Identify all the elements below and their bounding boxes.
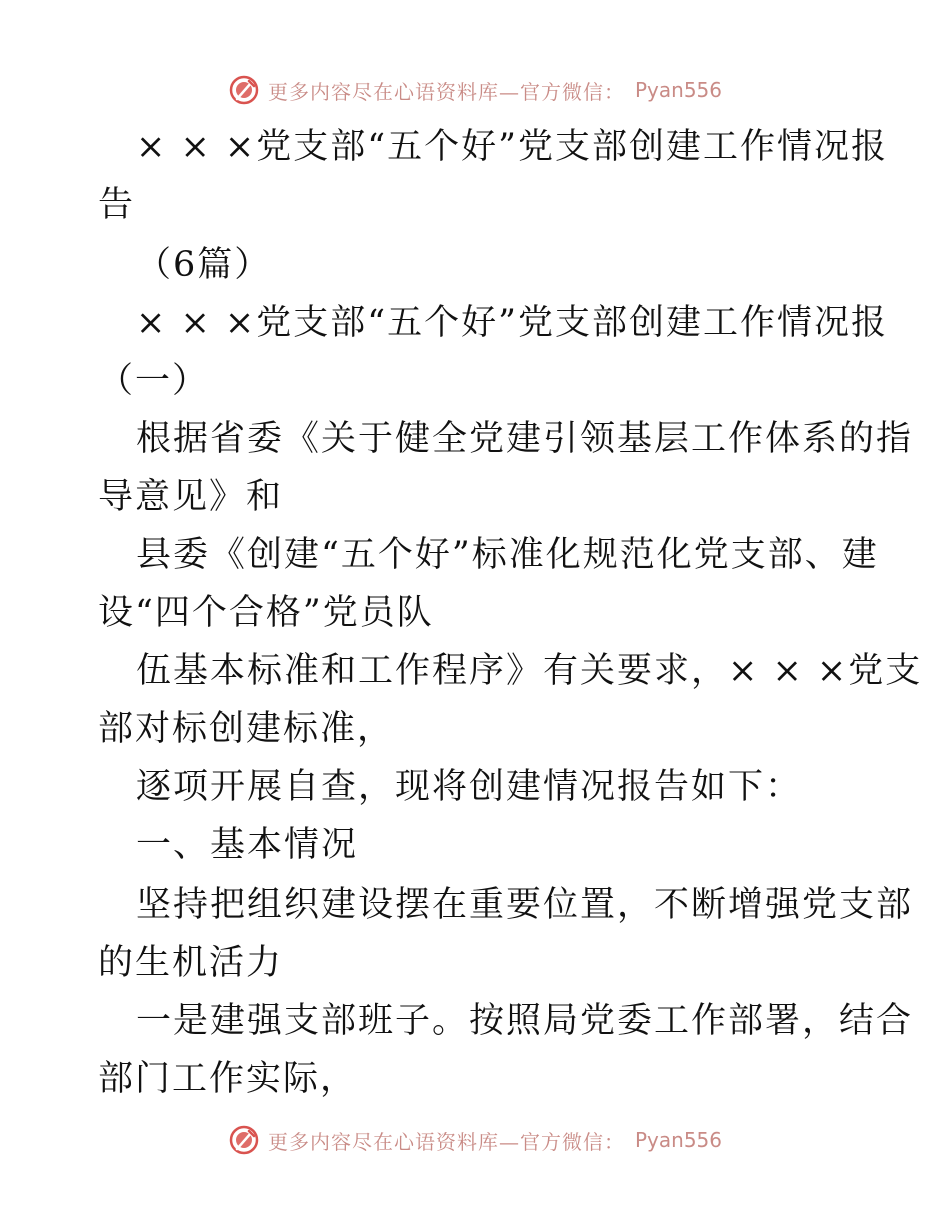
doc-subtitle: （6篇）: [136, 245, 272, 285]
paragraph-line: 部门工作实际，: [98, 1059, 358, 1099]
footer-watermark: [0, 1120, 950, 1160]
header-watermark: [0, 70, 950, 110]
pen-seal-icon: [228, 1124, 260, 1156]
paragraph-line: 县委《创建“五个好”标准化规范化党支部、建: [136, 535, 879, 575]
paragraph-line: 逐项开展自查，现将创建情况报告如下：: [136, 767, 803, 807]
paragraph-line: 坚持把组织建设摆在重要位置，不断增强党支部: [136, 885, 914, 925]
watermark-brand: Pyan556: [634, 78, 722, 102]
section-title-line-1: × × ×党支部“五个好”党支部创建工作情况报: [136, 303, 889, 343]
pen-seal-icon: [228, 74, 260, 106]
paragraph-line: 伍基本标准和工作程序》有关要求，× × ×党支: [136, 651, 923, 691]
watermark-text: 更多内容尽在心语资料库—官方微信：: [267, 79, 625, 104]
paragraph-line: 部对标创建标准，: [98, 709, 395, 749]
doc-title-line-1: × × ×党支部“五个好”党支部创建工作情况报: [136, 127, 889, 167]
paragraph-line: 根据省委《关于健全党建引领基层工作体系的指: [136, 419, 914, 459]
heading-basic-situation: 一、基本情况: [136, 825, 359, 865]
section-title-line-2: （一）: [98, 361, 210, 401]
doc-title-line-2: 告: [98, 185, 136, 225]
watermark-text: 更多内容尽在心语资料库—官方微信：: [267, 1129, 625, 1154]
paragraph-line: 一是建强支部班子。按照局党委工作部署，结合: [136, 1001, 914, 1041]
paragraph-line: 设“四个合格”党员队: [98, 593, 434, 633]
paragraph-line: 导意见》和: [98, 477, 284, 517]
watermark-brand: Pyan556: [634, 1128, 722, 1152]
paragraph-line: 的生机活力: [98, 943, 284, 983]
